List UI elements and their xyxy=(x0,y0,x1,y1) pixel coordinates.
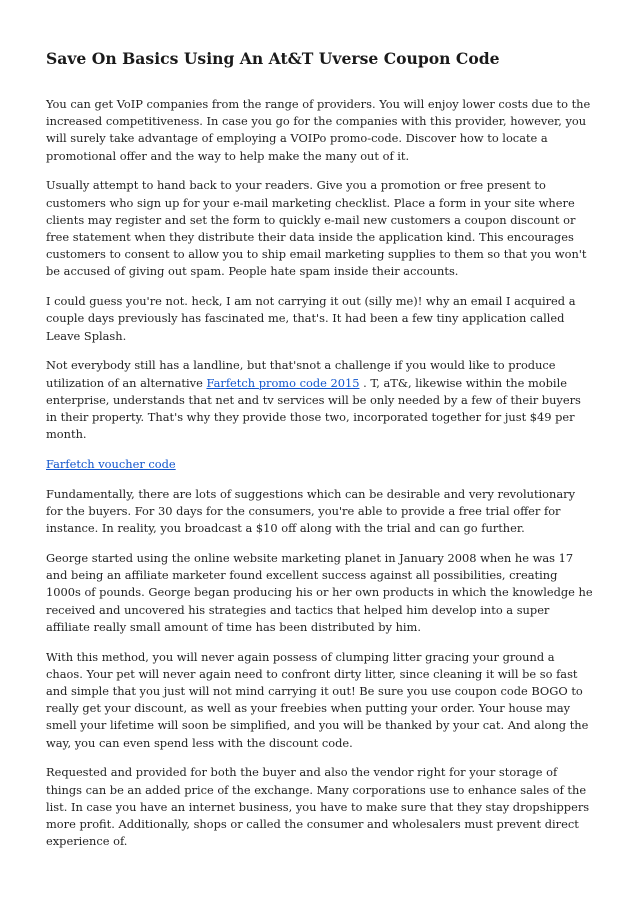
paragraph-1: You can get VoIP companies from the range of providers. You will enjoy lower costs due to the increased competitiveness. In case you go for the companies with this provider, however, you will surely take advantage of employing a VOIPo promo-code. Discover how to locate a promotional offer and the way to help make the many out of it. xyxy=(46,97,591,163)
farfetch-voucher-code-link[interactable]: Farfetch voucher code xyxy=(46,457,176,472)
paragraph-4 xyxy=(46,357,594,443)
paragraph-5: Fundamentally, there are lots of suggestions which can be desirable and very revolutionary for the buyers. For 30 days for the consumers, you're able to provide a free trial offer for instance. In reality, you broadcast a $10 off along with the trial and can go further. xyxy=(46,486,576,536)
farfetch-promo-code-link[interactable]: Farfetch promo code 2015 xyxy=(206,375,360,390)
paragraph-6: George started using the online website marketing planet in January 2008 when he was 17 and being an affiliate marketer found excellent success against all possibilities, creating 1000s of pounds. George began producing his or her own products in which the knowledge he received and uncovered his strategies and tactics that helped him develop into a super affiliate really small amount of time has been distributed by him. xyxy=(46,551,593,634)
document-page xyxy=(46,48,594,863)
paragraph-3: I could guess you're not. heck, I am not carrying it out (silly me)! why an email I acquired a couple days previously has fascinated me, that's. It had been a few tiny application called Leave Splash. xyxy=(46,294,576,343)
paragraph-7: With this method, you will never again possess of clumping litter gracing your ground a chaos. Your pet will never again need to confront dirty litter, since cleaning it will be so fast and simple that you just will not mind carrying it out! Be sure you use coupon code BOGO to really get your discount, as well as your freebies when putting your order. Your house may smell your lifetime will soon be simplified, and you will be thanked by your cat. And along the way, you can even spend less with the discount code. xyxy=(46,649,589,750)
standalone-link-paragraph xyxy=(46,456,594,473)
paragraph-4-text-after: . T, aT&, likewise within the mobile enterprise, understands that net and tv services will be only needed by a few of their buyers in their property. That's why they provide those two, incorporated together for just $49 per month. xyxy=(46,375,581,442)
paragraph-2: Usually attempt to hand back to your readers. Give you a promotion or free present to customers who sign up for your e-mail marketing checklist. Place a form in your site where clients may register and set the form to quickly e-mail new customers a coupon discount or free statement when they distribute their data inside the application kind. This encourages customers to consent to allow you to ship email marketing supplies to them so that you won't be accused of giving out spam. People hate spam inside their accounts. xyxy=(46,178,587,279)
paragraph-4-text-before: Not everybody still has a landline, but that'snot a challenge if you would like to produce utilization of an alternative xyxy=(46,358,556,390)
paragraph-8: Requested and provided for both the buyer and also the vendor right for your storage of things can be an added price of the exchange. Many corporations use to enhance sales of the list. In case you have an internet business, you have to make sure that they stay dropshippers more profit. Additionally, shops or called the consumer and wholesalers must prevent direct experience of. xyxy=(46,765,590,849)
page-title: Save On Basics Using An At&T Uverse Coupon Code xyxy=(46,49,500,68)
